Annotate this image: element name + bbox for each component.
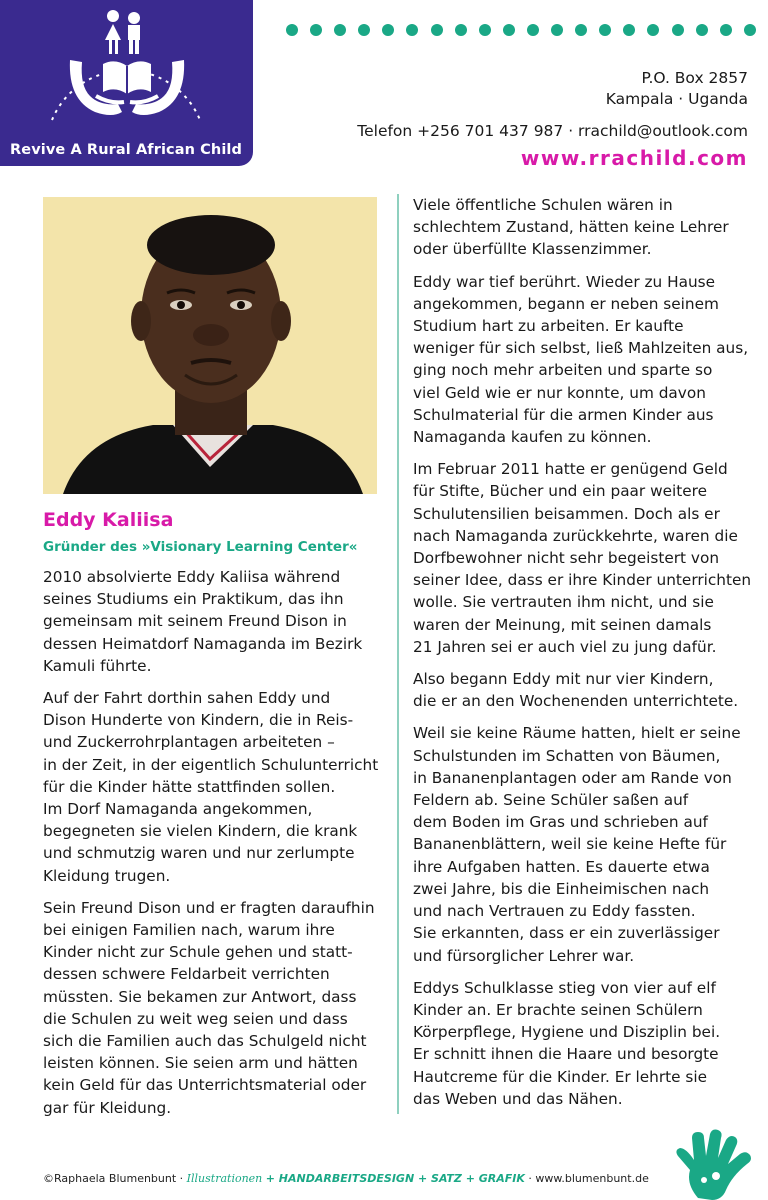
right-column (413, 194, 758, 1120)
footer-copyright: ©Raphaela Blumenbunt · (43, 1172, 184, 1185)
footer-credits (43, 1172, 649, 1185)
website-link[interactable]: www.rrachild.com (520, 146, 748, 170)
address-line-1: P.O. Box 2857 (641, 69, 748, 87)
logo-text: Revive A Rural African Child (10, 142, 242, 158)
paragraph: Auf der Fahrt dorthin sahen Eddy und Dison Hunderte von Kindern, die in Reis- und Zuckerrohrplantagen arbeiteten – in der Zeit, in der eigentlich Schulunterricht für die Kinder hätte stattfinden sollen. Im Dorf Namaganda angekommen, begegneten sie vielen Kindern, die krank und schmutzig waren und nur zerlumpte Kleidung trugen. (43, 689, 379, 885)
paragraph: Eddy war tief berührt. Wieder zu Hause angekommen, begann er neben seinem Studium hart zu arbeiten. Er kaufte weniger für sich selbst, ließ Mahlzeiten aus, ging noch mehr arbeiten und sparte so viel Geld wie er nur konnte, um davon Schulmaterial für die armen Kinder aus Namaganda kaufen zu können. (413, 272, 749, 447)
paragraph: Sein Freund Dison und er fragten daraufhin bei einigen Familien nach, warum ihre Kinder nicht zur Schule gehen und statt- dessen schwere Feldarbeit verrichten müssten. Sie bekamen zur Antwort, dass die Schulen zu weit weg seien und dass sich die Familien auch das Schulgeld nicht leisten können. Sie seien arm und hätten kein Geld für das Unterrichtsmaterial oder gar für Kleidung. (43, 898, 375, 1117)
paragraph: Viele öffentliche Schulen wären in schlechtem Zustand, hätten keine Lehrer oder überfüllte Klassenzimmer. (413, 196, 729, 259)
portrait-icon (43, 197, 377, 494)
person-name: Eddy Kaliisa (43, 509, 174, 531)
logo-emblem-icon (0, 0, 253, 140)
column-divider (397, 194, 399, 1114)
postal-address (606, 68, 748, 110)
phone-email-line: Telefon +256 701 437 987 · rrachild@outlook.com (357, 122, 748, 140)
footer-website[interactable]: · www.blumenbunt.de (528, 1172, 649, 1185)
paragraph: Also begann Eddy mit nur vier Kindern, die er an den Wochenenden unterrichtete. (413, 670, 739, 711)
paragraph: Im Februar 2011 hatte er genügend Geld für Stifte, Bücher und ein paar weitere Schulutensilien beisammen. Doch als er nach Namaganda zurückkehrte, waren die Dorfbewohner nicht sehr begeistert von seiner Idee, dass er ihre Kinder unterrichten wolle. Sie vertrauten ihm nicht, und sie waren der Meinung, mit seinen damals 21 Jahren sei er auch viel zu jung dafür. (413, 460, 752, 656)
handprint-icon (668, 1128, 758, 1200)
address-line-2: Kampala · Uganda (605, 90, 748, 108)
left-column (43, 566, 388, 1129)
person-role: Gründer des »Visionary Learning Center« (43, 539, 358, 555)
paragraph: Eddys Schulklasse stieg von vier auf elf Kinder an. Er brachte seinen Schülern Körperpflege, Hygiene und Disziplin bei. Er schnitt ihnen die Haare und besorgte Hautcreme für die Kinder. Er lehrte sie das Weben und das Nähen. (413, 978, 721, 1108)
portrait-photo (43, 197, 377, 494)
paragraph: 2010 absolvierte Eddy Kaliisa während seines Studiums ein Praktikum, das ihn gemeinsam mit seinem Freund Dison in dessen Heimatdorf Namaganda im Bezirk Kamuli führte. (43, 568, 363, 675)
decorative-dots (286, 24, 756, 38)
footer-script-logo: Illustrationen (186, 1172, 263, 1185)
organization-logo (0, 0, 253, 166)
paragraph: Weil sie keine Räume hatten, hielt er seine Schulstunden im Schatten von Bäumen, in Bananenplantagen oder am Rande von Feldern ab. Seine Schüler saßen auf dem Boden im Gras und schrieben auf Bananenblättern, weil sie keine Hefte für ihre Aufgaben hatten. Es dauerte etwa zwei Jahre, bis die Einheimischen nach und nach Vertrauen zu Eddy fassten. Sie erkannten, dass er ein zuverlässiger und fürsorglicher Lehrer war. (413, 724, 741, 965)
footer-services: + HANDARBEITSDESIGN + SATZ + GRAFIK (265, 1172, 525, 1185)
